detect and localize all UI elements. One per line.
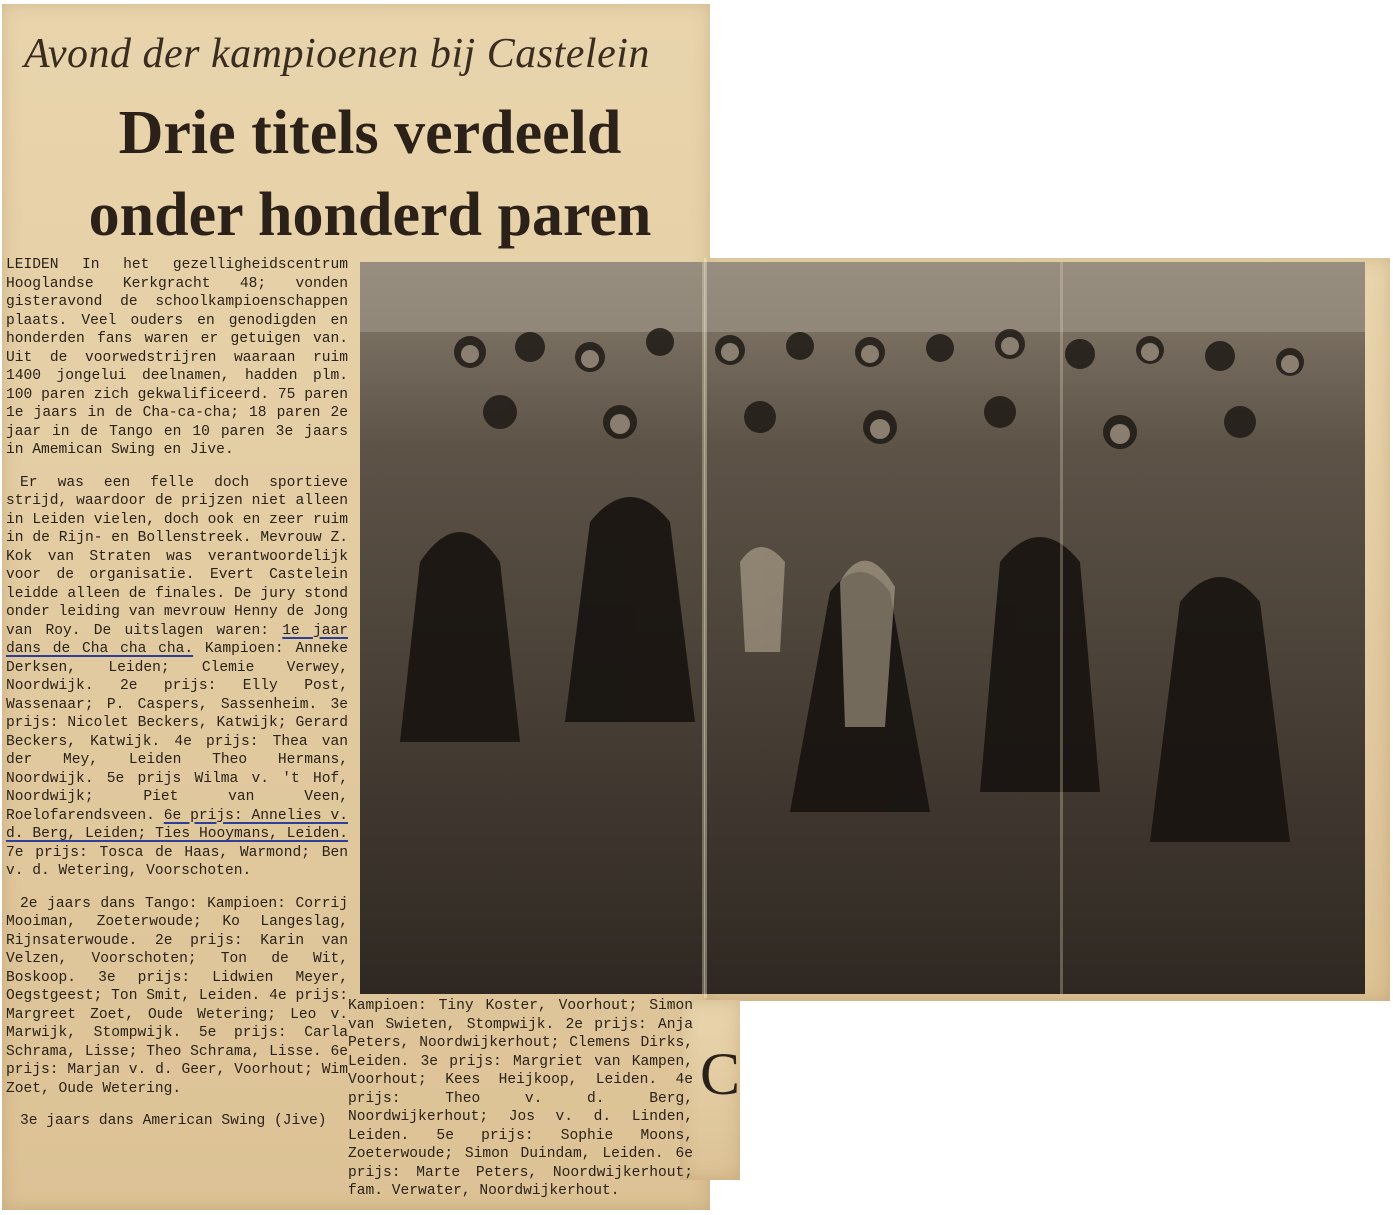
kicker-line: Avond der kampioenen bij Castelein [24,31,650,77]
torn-letter: C [700,1041,741,1107]
underlined-prize: 6e prijs: Annelies v. d. Berg, Leiden; Ties Hooymans, Leiden. [6,807,348,842]
headline-line-1: Drie titels verdeeld [118,99,622,167]
crowd-photo-illustration [360,262,1365,994]
article-paragraph-intro: LEIDEN In het gezelligheidscentrum Hooglandse Kerkgracht 48; vonden gisteravond de schoolkampioenschappen plaats. Veel ouders en genodigden en honderden fans waren er getuigen van. Uit de voorwedstrijren waaraan ruim 1400 jongelui deelnamen, hadden plm. 100 paren zich gekwalificeerd. 75 paren 1e jaars in de Cha-ca-cha; 18 paren 2e jaar in de Tango en 10 paren 3e jaars in Amemican Swing en Jive. [6,257,348,458]
article-column-continued [348,997,693,1215]
article-paragraph-jive-results: Kampioen: Tiny Koster, Voorhout; Simon van Swieten, Stompwijk. 2e prijs: Anja Peters, Noordwijkerhout; Clemens Dirks, Leiden. 3e prijs: Margriet van Kampen, Voorhout; Kees Heijkoop, Leiden. 4e prijs: Theo v. d. Berg, Noordwijkerhout; Jos v. d. Linden, Leiden. 5e prijs: Sophie Moons, Zoeterwoude; Simon Duindam, Leiden. 6e prijs: Marte Peters, Noordwijkerhout; fam. Verwater, Noordwijkerhout. [348,998,693,1199]
results-text-a: Er was een felle doch sportieve strijd, waardoor de prijzen niet alleen in Leiden vielen, doch ook en zeer ruim in de Rijn- en Bollenstreek. Mevrouw Z. Kok van Straten was verantwoordelijk voor de organisatie. Evert Castelein leidde alleen de finales. De jury stond onder leiding van mevrouw Henny de Jong van Roy. De uitslagen waren: [6,474,348,639]
headline [40,92,700,256]
article-paragraph-results-1 [6,474,348,881]
article-paragraph-tango: 2e jaars dans Tango: Kampioen: Corrij Mooiman, Zoeterwoude; Ko Langeslag, Rijnsaterwoude. 2e prijs: Karin van Velzen, Voorschoten; Ton de Wit, Boskoop. 3e prijs: Lidwien Meyer, Oegstgeest; Ton Smit, Leiden. 4e prijs: Margreet Zoet, Oude Wetering; Leo v. Marwijk, Stompwijk. 5e prijs: Carla Schrama, Lisse; Theo Schrama, Lisse. 6e prijs: Marjan v. d. Geer, Voorhout; Wim Zoet, Oude Wetering. [6,895,348,1097]
headline-line-2: onder honderd paren [88,181,652,249]
dance-hall-photo [360,262,1365,994]
underlined-category: 1e jaar dans de Cha cha cha. [6,622,348,657]
results-text-b: Kampioen: Anneke Derksen, Leiden; Clemie Verwey, Noordwijk. 2e prijs: Elly Post, Wassenaar; P. Caspers, Sassenheim. 3e prijs: Nicolet Beckers, Katwijk; Gerard Beckers, Katwijk. 4e prijs: Thea van der Mey, Leiden Theo Hermans, Noordwijk. 5e prijs Wilma v. 't Hof, Noordwijk; Piet van Veen, Roelofarendsveen. [6,641,348,824]
article-column-left [6,256,348,1145]
paper-fold-line [704,258,707,998]
article-paragraph-jive-heading: 3e jaars dans American Swing (Jive) [20,1113,327,1129]
results-text-c: 7e prijs: Tosca de Haas, Warmond; Ben v. d. Wetering, Voorschoten. [6,844,348,879]
